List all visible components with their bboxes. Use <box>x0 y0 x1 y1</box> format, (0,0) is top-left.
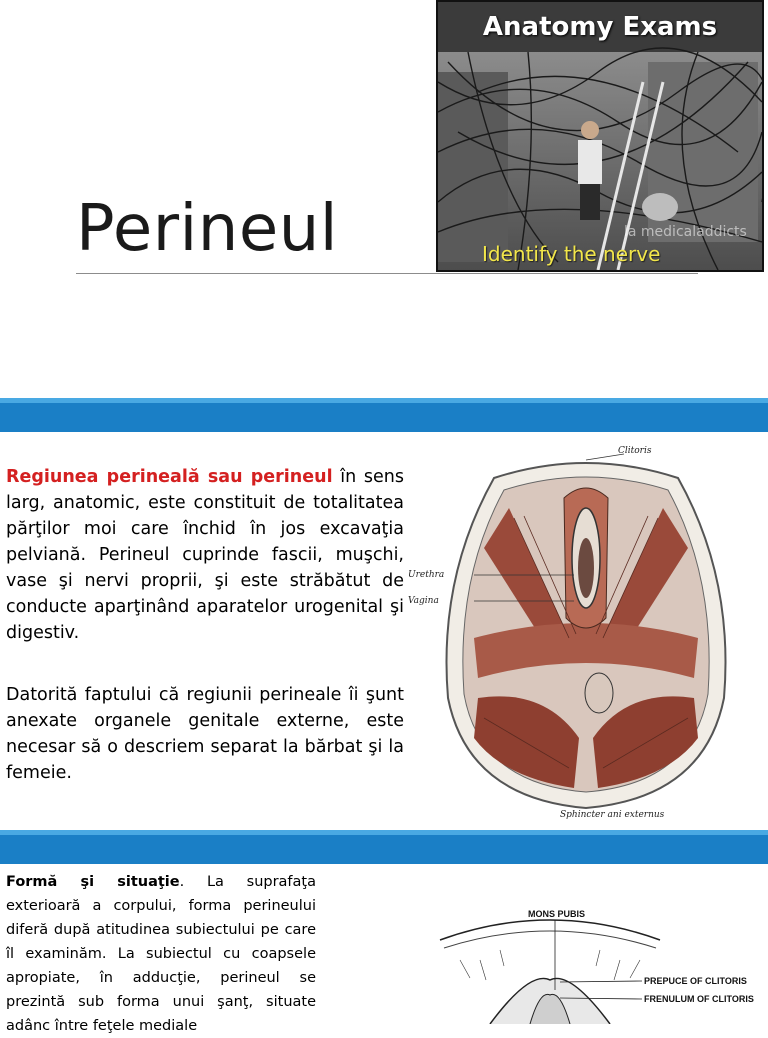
title-divider <box>76 273 698 274</box>
label-vagina: Vagina <box>408 596 439 606</box>
page-title: Perineul <box>76 192 339 266</box>
label-clitoris: Clitoris <box>618 446 652 456</box>
section-header-band <box>0 398 768 432</box>
form-situation-term: Formă şi situaţie <box>6 874 180 890</box>
thumbnail-caption: Identify the nerve <box>482 242 661 266</box>
intro-paragraph <box>6 464 404 646</box>
label-sphincter: Sphincter ani externus <box>560 810 665 820</box>
form-situation-text: . La suprafaţa exterioară a corpului, forma perineului diferă după atitudinea subiectului pe care îl examinăm. La subiectul cu coapsele apropiate, în adducţie, perineul se prezintă sub forma unui şanţ, situate adânc între feţele mediale <box>6 874 316 1034</box>
label-frenulum: FRENULUM OF CLITORIS <box>644 994 754 1004</box>
second-paragraph: Datorită faptului că regiunii perineale îi şunt anexate organele genitale externe, este necesar să o descriem separat la bărbat şi la femeie. <box>6 685 404 783</box>
section-header-band-2 <box>0 830 768 864</box>
label-mons-pubis: MONS PUBIS <box>528 909 586 919</box>
external-genitalia-illustration <box>430 900 768 1024</box>
thumbnail-watermark: la medicaladdicts <box>624 224 747 240</box>
thumbnail-heading: Anatomy Exams <box>482 12 718 42</box>
highlighted-term: Regiunea perineală sau perineul <box>6 467 333 487</box>
anatomy-exams-thumbnail[interactable] <box>436 0 764 272</box>
intro-paragraph-text: în sens larg, anatomic, este constituit de totalitatea părţilor moi care închid în jos excavaţia pelviană. Perineul cuprinde fascii, muşchi, vase şi nervi proprii, şi este străbătut de conducte aparţinând aparatelor urogenital şi digestiv. <box>6 467 404 643</box>
title-slide <box>0 0 768 400</box>
label-prepuce: PREPUCE OF CLITORIS <box>644 976 747 986</box>
perineum-muscle-illustration <box>404 438 768 828</box>
label-urethra: Urethra <box>408 570 445 580</box>
form-situation-paragraph <box>6 870 316 1038</box>
